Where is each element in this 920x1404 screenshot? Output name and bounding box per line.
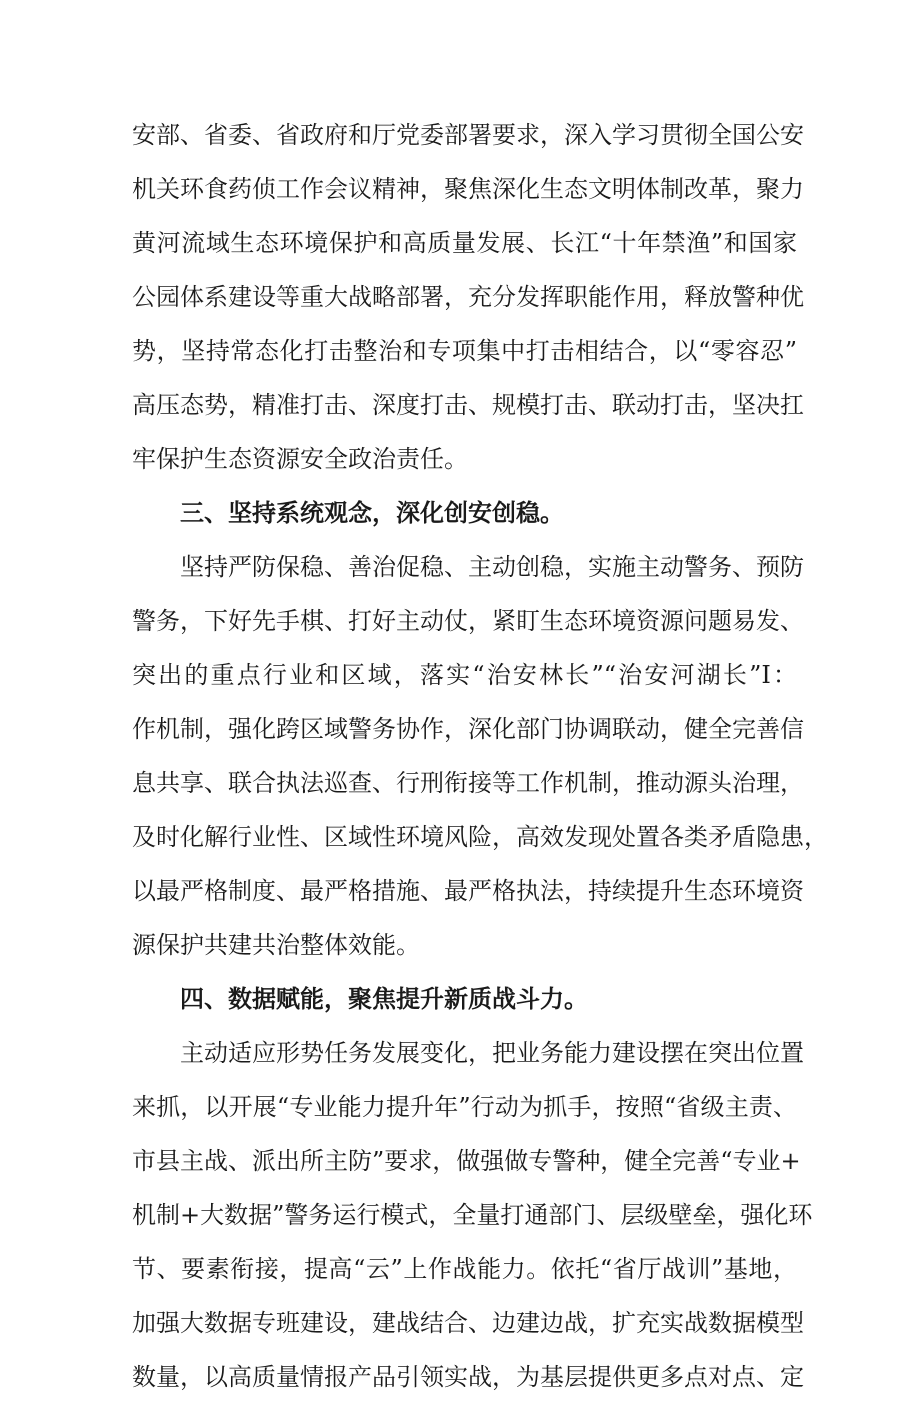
text-line: 安部、省委、省政府和厅党委部署要求，深入学习贯彻全国公安 xyxy=(132,121,804,149)
text-line: 机制+大数据”警务运行模式，全量打通部门、层级壁垒，强化环 xyxy=(132,1201,813,1229)
text-line: 源保护共建共治整体效能。 xyxy=(132,931,420,959)
text-line: 公园体系建设等重大战略部署，充分发挥职能作用，释放警种优 xyxy=(132,283,804,311)
text-line: 黄河流域生态环境保护和高质量发展、长江“十年禁渔”和国家 xyxy=(132,229,797,257)
text-line: 数量，以高质量情报产品引领实战，为基层提供更多点对点、定 xyxy=(132,1363,804,1391)
text-line: 牢保护生态资源安全政治责任。 xyxy=(132,445,468,473)
text-line: 以最严格制度、最严格措施、最严格执法，持续提升生态环境资 xyxy=(132,877,804,905)
text-line: 警务，下好先手棋、打好主动仗，紧盯生态环境资源问题易发、 xyxy=(132,607,804,635)
text-line: 突出的重点行业和区域，落实“治安林长”“治安河湖长”I： xyxy=(132,661,797,689)
text-line: 作机制，强化跨区域警务协作，深化部门协调联动，健全完善信 xyxy=(132,715,804,743)
document-body xyxy=(132,108,828,1404)
text-line: 及时化解行业性、区域性环境风险，高效发现处置各类矛盾隐患， xyxy=(132,823,828,851)
text-line: 息共享、联合执法巡查、行刑衔接等工作机制，推动源头治理， xyxy=(132,769,804,797)
text-line: 加强大数据专班建设，建战结合、边建边战，扩充实战数据模型 xyxy=(132,1309,804,1337)
text-line: 来抓，以开展“专业能力提升年”行动为抓手，按照“省级主责、 xyxy=(132,1093,797,1121)
text-line: 主动适应形势任务发展变化，把业务能力建设摆在突出位置 xyxy=(180,1039,804,1067)
text-line: 市县主战、派出所主防”要求，做强做专警种，健全完善“专业+ xyxy=(132,1147,801,1175)
text-line: 节、要素衔接，提高“云”上作战能力。依托“省厅战训”基地， xyxy=(132,1255,797,1283)
text-line: 势，坚持常态化打击整治和专项集中打击相结合，以“零容忍” xyxy=(132,337,797,365)
text-line: 坚持严防保稳、善治促稳、主动创稳，实施主动警务、预防 xyxy=(180,553,804,581)
section-heading: 三、坚持系统观念，深化创安创稳。 xyxy=(180,498,564,527)
section-heading: 四、数据赋能，聚焦提升新质战斗力。 xyxy=(180,984,588,1013)
text-line: 高压态势，精准打击、深度打击、规模打击、联动打击，坚决扛 xyxy=(132,391,804,419)
text-line: 机关环食药侦工作会议精神，聚焦深化生态文明体制改革，聚力 xyxy=(132,175,804,203)
